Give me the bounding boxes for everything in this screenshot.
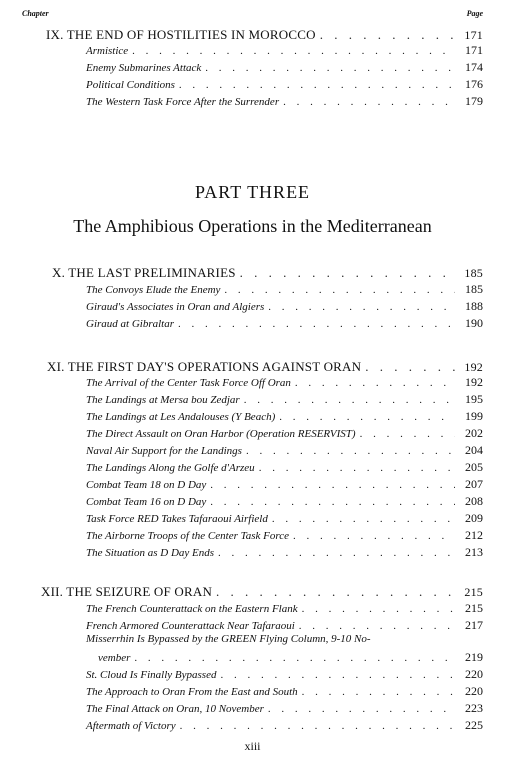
- section-row: [98, 650, 483, 665]
- section-row: [86, 282, 483, 297]
- dot-leader: [210, 479, 455, 491]
- chapter-row: [52, 265, 483, 281]
- chapter-page: 171: [464, 28, 483, 42]
- section-row: [86, 375, 483, 390]
- section-row: [86, 392, 483, 407]
- section-title: The Airborne Troops of the Center Task Force: [86, 530, 289, 542]
- dot-leader: [216, 584, 455, 600]
- section-title: The Landings Along the Golfe d'Arzeu: [86, 462, 255, 474]
- dot-leader: [180, 720, 455, 732]
- section-title: The Arrival of the Center Task Force Off Oran: [86, 377, 291, 389]
- section-page: 220: [465, 667, 483, 681]
- section-title: The Western Task Force After the Surrender: [86, 96, 280, 108]
- page-folio: xiii: [244, 739, 261, 753]
- section-page: 199: [465, 409, 483, 423]
- dot-leader: [132, 45, 455, 57]
- chapter-page: 192: [464, 360, 483, 374]
- section-title: Combat Team 18 on D Day: [86, 479, 207, 491]
- dot-leader: [224, 284, 455, 296]
- dot-leader: [295, 377, 455, 389]
- section-row: [86, 601, 483, 616]
- section-row: [86, 94, 483, 109]
- section-row: [86, 528, 483, 543]
- section-row: [86, 494, 483, 509]
- section-title: Giraud at Gibraltar: [86, 318, 175, 330]
- chapter-row: [41, 584, 483, 600]
- section-title: The Final Attack on Oran, 10 November: [86, 703, 264, 715]
- section-title: Combat Team 16 on D Day: [86, 496, 207, 508]
- part-title: PART THREE: [194, 182, 311, 202]
- section-row: [86, 477, 483, 492]
- section-page: 217: [465, 618, 483, 632]
- section-page: 174: [465, 60, 483, 74]
- section-title-wrapped: Misserrhin Is Bypassed by the GREEN Flying Column, 9-10 No-: [86, 633, 371, 645]
- section-title: Armistice: [86, 45, 129, 57]
- section-title: Aftermath of Victory: [86, 720, 176, 732]
- dot-leader: [283, 96, 455, 108]
- section-page: 208: [465, 494, 483, 508]
- section-page: 209: [465, 511, 483, 525]
- dot-leader: [299, 620, 455, 632]
- section-page: 185: [465, 282, 483, 296]
- dot-leader: [205, 62, 455, 74]
- section-title: French Armored Counterattack Near Tafaraoui: [86, 620, 295, 632]
- section-row: [86, 299, 483, 314]
- chapter-page: 185: [464, 266, 483, 280]
- section-title: The Landings at Les Andalouses (Y Beach): [86, 411, 276, 423]
- section-row: [86, 667, 483, 682]
- chapter-title: IX. THE END OF HOSTILITIES IN MOROCCO: [46, 27, 316, 42]
- dot-leader: [268, 301, 455, 313]
- dot-leader: [302, 686, 455, 698]
- section-page: 215: [465, 601, 483, 615]
- section-page: 207: [465, 477, 483, 491]
- section-page: 219: [465, 650, 483, 664]
- section-row: [86, 443, 483, 458]
- section-title: The Approach to Oran From the East and South: [86, 686, 298, 698]
- dot-leader: [279, 411, 455, 423]
- section-row: [86, 460, 483, 475]
- section-title: The Landings at Mersa bou Zedjar: [86, 394, 240, 406]
- part-subtitle: The Amphibious Operations in the Mediterranean: [73, 216, 432, 236]
- dot-leader: [220, 669, 455, 681]
- section-row: [86, 409, 483, 424]
- dot-leader: [259, 462, 455, 474]
- section-page: 205: [465, 460, 483, 474]
- section-row: [86, 684, 483, 699]
- dot-leader: [272, 513, 455, 525]
- section-page: 179: [465, 94, 483, 108]
- chapter-title: X. THE LAST PRELIMINARIES: [52, 265, 236, 280]
- section-row: [86, 701, 483, 716]
- dot-leader: [293, 530, 455, 542]
- section-title: The French Counterattack on the Eastern Flank: [86, 603, 298, 615]
- dot-leader: [246, 445, 455, 457]
- section-title: Enemy Submarines Attack: [86, 62, 202, 74]
- chapter-row: [47, 359, 483, 375]
- dot-leader: [134, 652, 455, 664]
- section-row: [86, 77, 483, 92]
- section-page: 212: [465, 528, 483, 542]
- section-row: [86, 511, 483, 526]
- section-title: Task Force RED Takes Tafaraoui Airfield: [86, 513, 268, 525]
- section-page: 202: [465, 426, 483, 440]
- section-row: [86, 43, 483, 58]
- section-title: Political Conditions: [86, 79, 175, 91]
- section-page: 171: [465, 43, 483, 57]
- dot-leader: [178, 318, 455, 330]
- page-column-header: Page: [466, 9, 483, 18]
- chapter-title: XI. THE FIRST DAY'S OPERATIONS AGAINST ORAN: [47, 359, 362, 374]
- section-row: [86, 316, 483, 331]
- section-title: Naval Air Support for the Landings: [86, 445, 242, 457]
- section-page: 213: [465, 545, 483, 559]
- chapter-title: XII. THE SEIZURE OF ORAN: [41, 584, 213, 599]
- dot-leader: [320, 27, 455, 43]
- chapter-row: [46, 27, 483, 43]
- dot-leader: [302, 603, 455, 615]
- dot-leader: [268, 703, 455, 715]
- section-page: 195: [465, 392, 483, 406]
- section-page: 223: [465, 701, 483, 715]
- section-title: The Situation as D Day Ends: [86, 547, 215, 559]
- section-page: 220: [465, 684, 483, 698]
- section-title: The Direct Assault on Oran Harbor (Operation RESERVIST): [86, 428, 356, 440]
- section-title: The Convoys Elude the Enemy: [86, 284, 221, 296]
- section-page: 192: [465, 375, 483, 389]
- dot-leader: [360, 428, 455, 440]
- section-title: Giraud's Associates in Oran and Algiers: [86, 301, 265, 313]
- section-page: 176: [465, 77, 483, 91]
- dot-leader: [240, 265, 455, 281]
- dot-leader: [179, 79, 455, 91]
- chapter-column-header: Chapter: [22, 9, 49, 18]
- dot-leader: [244, 394, 455, 406]
- section-row: [86, 618, 483, 633]
- section-row: [86, 718, 483, 733]
- section-page: 225: [465, 718, 483, 732]
- section-row: [86, 545, 483, 560]
- chapter-page: 215: [464, 585, 483, 599]
- section-page: 204: [465, 443, 483, 457]
- section-page: 190: [465, 316, 483, 330]
- section-title: St. Cloud Is Finally Bypassed: [86, 669, 217, 681]
- section-page: 188: [465, 299, 483, 313]
- section-row: [86, 60, 483, 75]
- dot-leader: [365, 359, 455, 375]
- dot-leader: [210, 496, 455, 508]
- section-row: [86, 426, 483, 441]
- dot-leader: [218, 547, 455, 559]
- section-title: vember: [98, 652, 131, 664]
